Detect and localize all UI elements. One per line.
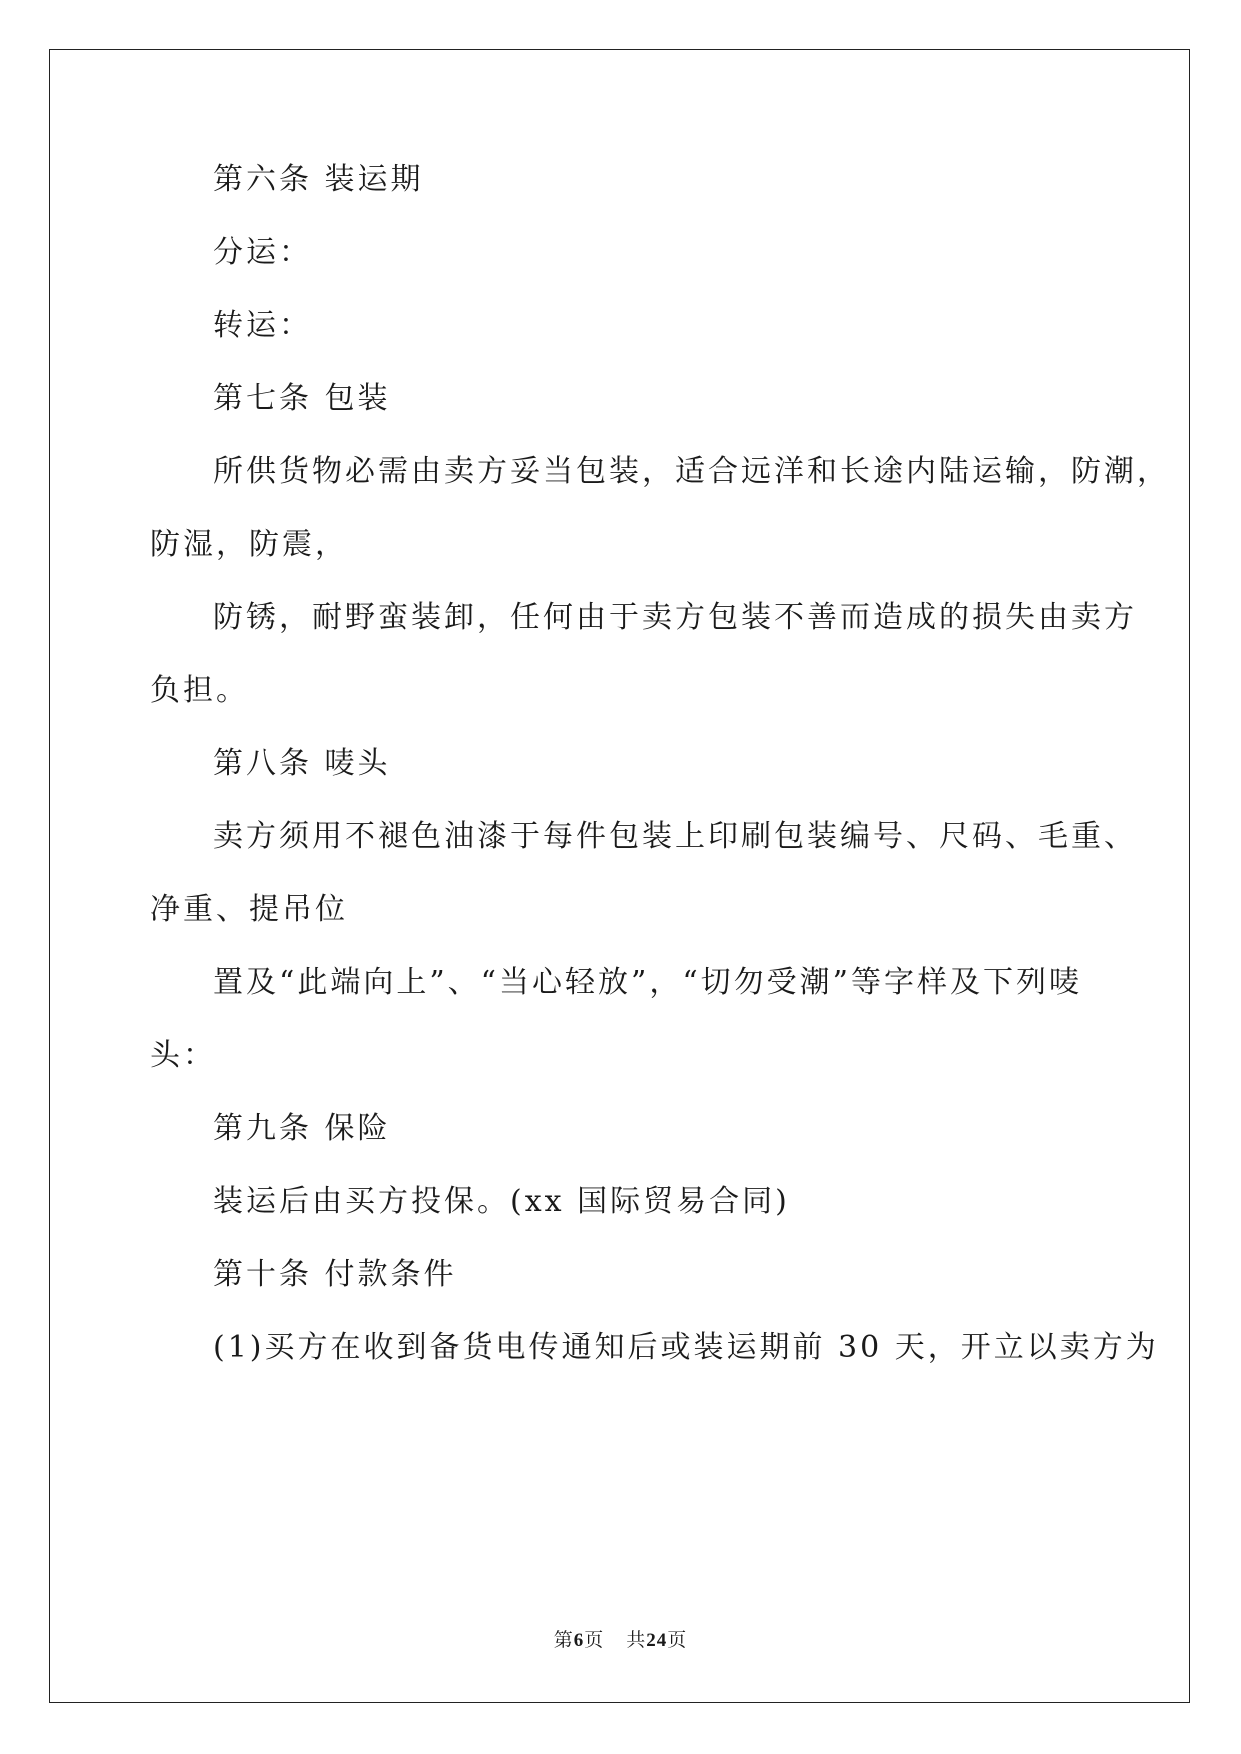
paragraph-line: 装运后由买方投保。(xx 国际贸易合同)	[213, 1184, 790, 1219]
total-prefix: 共	[626, 1629, 647, 1651]
paragraph-line: 净重、提吊位	[150, 892, 348, 927]
paragraph-line: 第九条 保险	[213, 1111, 391, 1146]
paragraph-line: 第七条 包装	[213, 381, 391, 416]
paragraph-line: 置及“此端向上”、“当心轻放”，“切勿受潮”等字样及下列唛	[213, 965, 1083, 1000]
paragraph-line: 第八条 唛头	[213, 746, 391, 781]
paragraph-line: (1)买方在收到备货电传通知后或装运期前 30 天，开立以卖方为	[213, 1330, 1159, 1365]
paragraph-line: 防锈，耐野蛮装卸，任何由于卖方包装不善而造成的损失由卖方	[213, 600, 1137, 635]
total-pages: 24	[646, 1630, 668, 1651]
paragraph-line: 第十条 付款条件	[213, 1257, 457, 1292]
paragraph-line: 卖方须用不褪色油漆于每件包装上印刷包装编号、尺码、毛重、	[213, 819, 1137, 854]
paragraph-line: 所供货物必需由卖方妥当包装，适合远洋和长途内陆运输，防潮，	[213, 454, 1170, 489]
paragraph-line: 转运：	[213, 308, 312, 343]
paragraph-line: 头：	[150, 1038, 216, 1073]
paragraph-line: 防湿，防震，	[150, 527, 348, 562]
page-number: 6	[573, 1630, 585, 1651]
page-prefix: 第	[553, 1629, 574, 1651]
page-suffix: 页	[584, 1629, 605, 1651]
page-footer	[0, 1625, 1241, 1652]
paragraph-line: 分运：	[213, 235, 312, 270]
paragraph-line: 第六条 装运期	[213, 162, 424, 197]
page-border	[49, 49, 1190, 1703]
paragraph-line: 负担。	[150, 673, 249, 708]
total-suffix: 页	[667, 1629, 688, 1651]
